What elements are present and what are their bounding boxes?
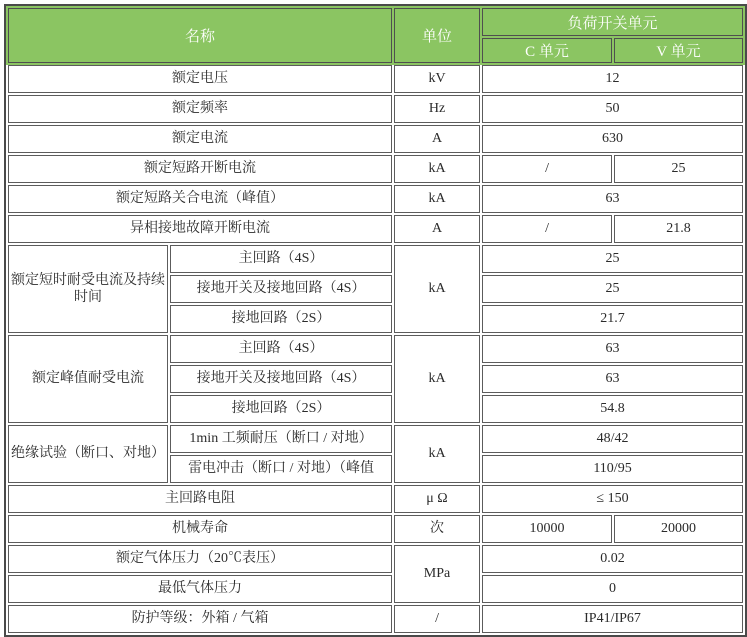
header-unit: 单位: [394, 8, 480, 63]
unit-cell: kA: [394, 155, 480, 183]
unit-cell: /: [394, 605, 480, 633]
param-name-cell: 防护等级：外箱 / 气箱: [8, 605, 392, 633]
unit-cell: kA: [394, 425, 480, 483]
table-row: [8, 95, 743, 123]
param-name-cell: 最低气体压力: [8, 575, 392, 603]
param-group-cell: 额定峰值耐受电流: [8, 335, 168, 423]
param-name-cell: 接地开关及接地回路（4S）: [170, 365, 392, 393]
value-cell: 0: [482, 575, 743, 603]
param-name-cell: 额定短路开断电流: [8, 155, 392, 183]
unit-cell: 次: [394, 515, 480, 543]
value-cell: IP41/IP67: [482, 605, 743, 633]
param-name-cell: 接地开关及接地回路（4S）: [170, 275, 392, 303]
table-row: [8, 185, 743, 213]
table-header: [8, 8, 743, 63]
header-sub-v: V 单元: [614, 38, 743, 63]
param-name-cell: 雷电冲击（断口 / 对地）（峰值: [170, 455, 392, 483]
value-cell: 0.02: [482, 545, 743, 573]
unit-cell: kV: [394, 65, 480, 93]
param-name-cell: 接地回路（2S）: [170, 395, 392, 423]
unit-cell: Hz: [394, 95, 480, 123]
table-row: [8, 545, 743, 573]
value-v-cell: 21.8: [614, 215, 743, 243]
param-name-cell: 主回路电阻: [8, 485, 392, 513]
value-cell: 21.7: [482, 305, 743, 333]
unit-cell: A: [394, 215, 480, 243]
param-name-cell: 额定频率: [8, 95, 392, 123]
header-group: 负荷开关单元: [482, 8, 743, 36]
param-name-cell: 额定电流: [8, 125, 392, 153]
param-name-cell: 主回路（4S）: [170, 335, 392, 363]
table-row: [8, 575, 743, 603]
value-cell: 630: [482, 125, 743, 153]
table-row: [8, 245, 743, 273]
value-c-cell: /: [482, 155, 612, 183]
value-cell: 25: [482, 245, 743, 273]
table-row: [8, 425, 743, 453]
value-cell: 63: [482, 365, 743, 393]
header-sub-c: C 单元: [482, 38, 612, 63]
unit-cell: MPa: [394, 545, 480, 603]
value-v-cell: 20000: [614, 515, 743, 543]
param-name-cell: 1min 工频耐压（断口 / 对地）: [170, 425, 392, 453]
table-row: [8, 65, 743, 93]
unit-cell: kA: [394, 335, 480, 423]
table-row: [8, 155, 743, 183]
value-c-cell: /: [482, 215, 612, 243]
value-cell: 12: [482, 65, 743, 93]
param-group-cell: 额定短时耐受电流及持续时间: [8, 245, 168, 333]
value-v-cell: 25: [614, 155, 743, 183]
unit-cell: kA: [394, 245, 480, 333]
value-c-cell: 10000: [482, 515, 612, 543]
param-name-cell: 接地回路（2S）: [170, 305, 392, 333]
spec-table: [4, 4, 747, 637]
unit-cell: A: [394, 125, 480, 153]
value-cell: 54.8: [482, 395, 743, 423]
table-row: [8, 335, 743, 363]
header-name: 名称: [8, 8, 392, 63]
value-cell: 50: [482, 95, 743, 123]
table-row: [8, 215, 743, 243]
unit-cell: kA: [394, 185, 480, 213]
table-row: [8, 485, 743, 513]
param-group-cell: 绝缘试验（断口、对地）: [8, 425, 168, 483]
param-name-cell: 额定气体压力（20℃表压）: [8, 545, 392, 573]
unit-cell: μ Ω: [394, 485, 480, 513]
value-cell: 25: [482, 275, 743, 303]
param-name-cell: 异相接地故障开断电流: [8, 215, 392, 243]
table-row: [8, 515, 743, 543]
param-name-cell: 额定电压: [8, 65, 392, 93]
value-cell: 63: [482, 185, 743, 213]
value-cell: 63: [482, 335, 743, 363]
value-cell: ≤ 150: [482, 485, 743, 513]
value-cell: 110/95: [482, 455, 743, 483]
value-cell: 48/42: [482, 425, 743, 453]
param-name-cell: 额定短路关合电流（峰值）: [8, 185, 392, 213]
table-body: [8, 65, 743, 633]
param-name-cell: 机械寿命: [8, 515, 392, 543]
table-row: [8, 605, 743, 633]
param-name-cell: 主回路（4S）: [170, 245, 392, 273]
table-row: [8, 125, 743, 153]
